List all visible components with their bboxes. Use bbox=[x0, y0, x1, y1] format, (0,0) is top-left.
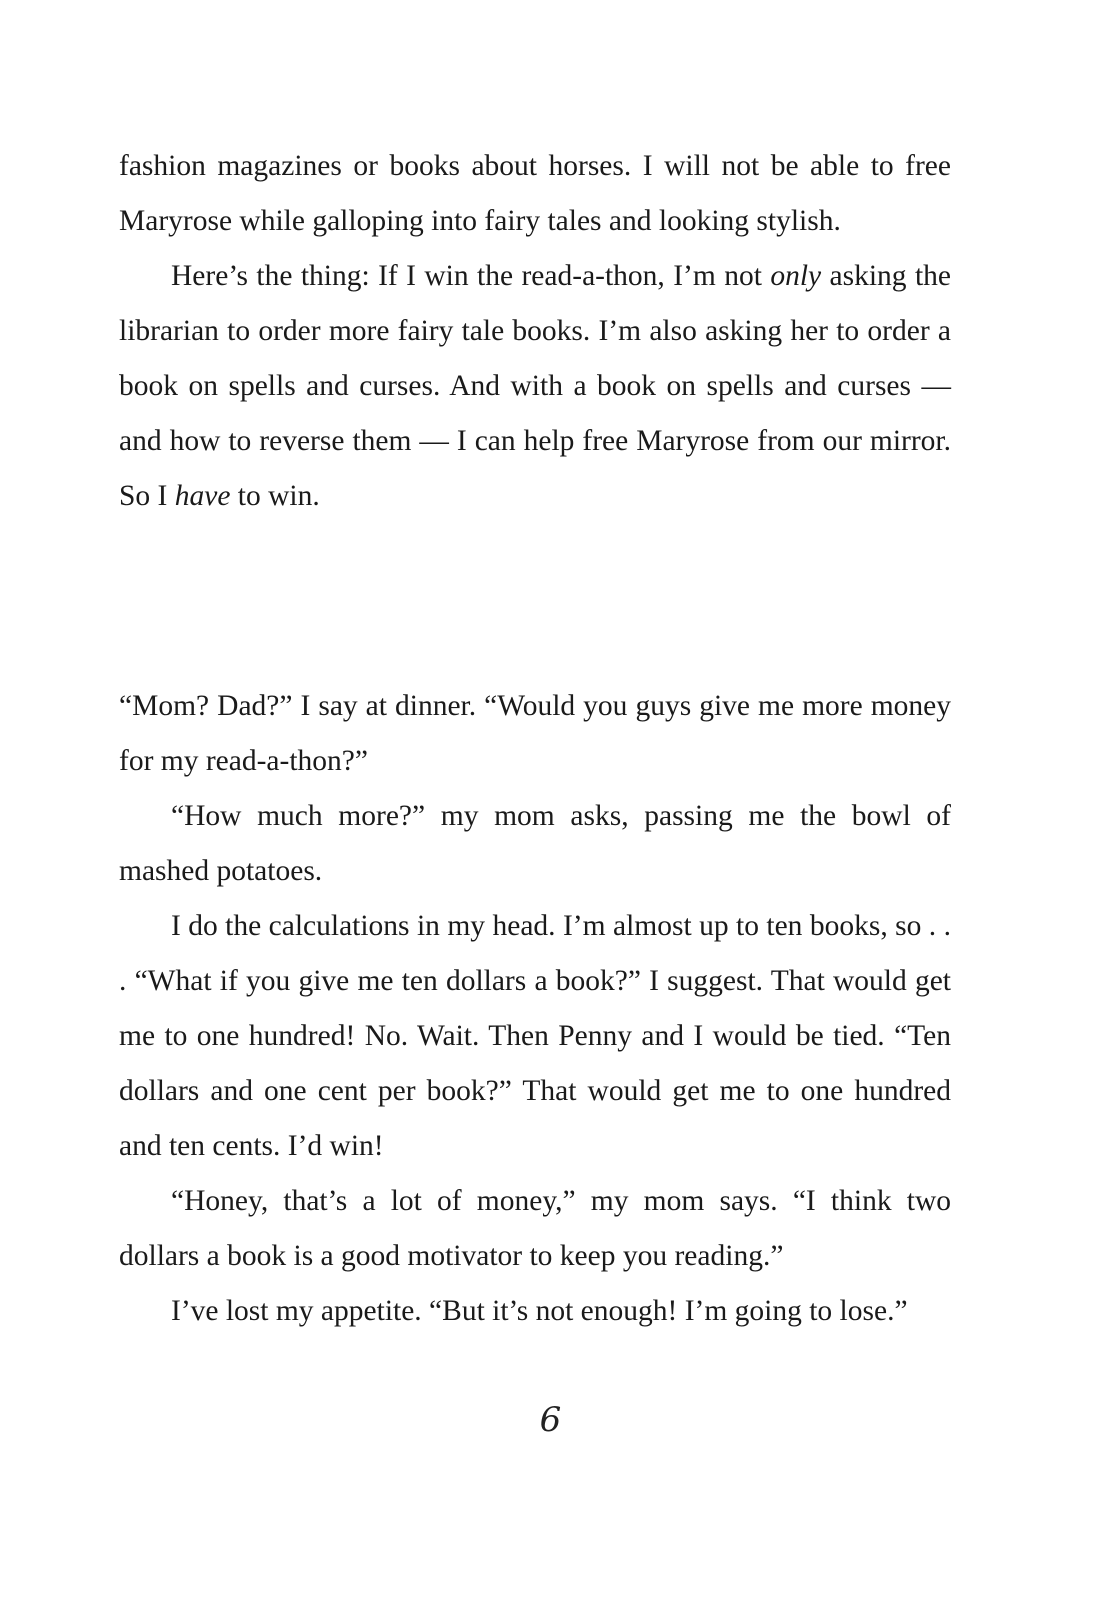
text-run: Here’s the thing: If I win the read-a-thon, I’m not bbox=[171, 260, 771, 292]
italic-text: have bbox=[174, 480, 231, 512]
text-run: asking the librarian to order more fairy tale books. I’m also asking her to order a book on spells and curses. And with a book on spells and curses — and how to reverse them — I can help free Maryrose from our mirror. So I bbox=[119, 260, 951, 512]
text-run: to win. bbox=[230, 480, 320, 512]
paragraph: I’ve lost my appetite. “But it’s not enough! I’m going to lose.” bbox=[171, 1295, 908, 1327]
paragraph: “How much more?” my mom asks, passing me the bowl of mashed potatoes. bbox=[119, 800, 951, 887]
text-section-2 bbox=[119, 679, 951, 1339]
text-section-1 bbox=[119, 139, 951, 524]
italic-text: only bbox=[770, 260, 822, 292]
paragraph: “Mom? Dad?” I say at dinner. “Would you guys give me more money for my read-a-thon?” bbox=[119, 690, 951, 777]
paragraph: fashion magazines or books about horses. I will not be able to free Maryrose while galloping into fairy tales and looking stylish. bbox=[119, 150, 951, 237]
paragraph bbox=[119, 249, 951, 524]
paragraph: “Honey, that’s a lot of money,” my mom says. “I think two dollars a book is a good motivator to keep you reading.” bbox=[119, 1185, 951, 1272]
page-number: 6 bbox=[539, 1400, 562, 1440]
paragraph: I do the calculations in my head. I’m almost up to ten books, so . . . “What if you give me ten dollars a book?” I suggest. That would get me to one hundred! No. Wait. Then Penny and I would be tied. “Ten dollars and one cent per book?” That would get me to one hundred and ten cents. I’d win! bbox=[119, 910, 951, 1162]
